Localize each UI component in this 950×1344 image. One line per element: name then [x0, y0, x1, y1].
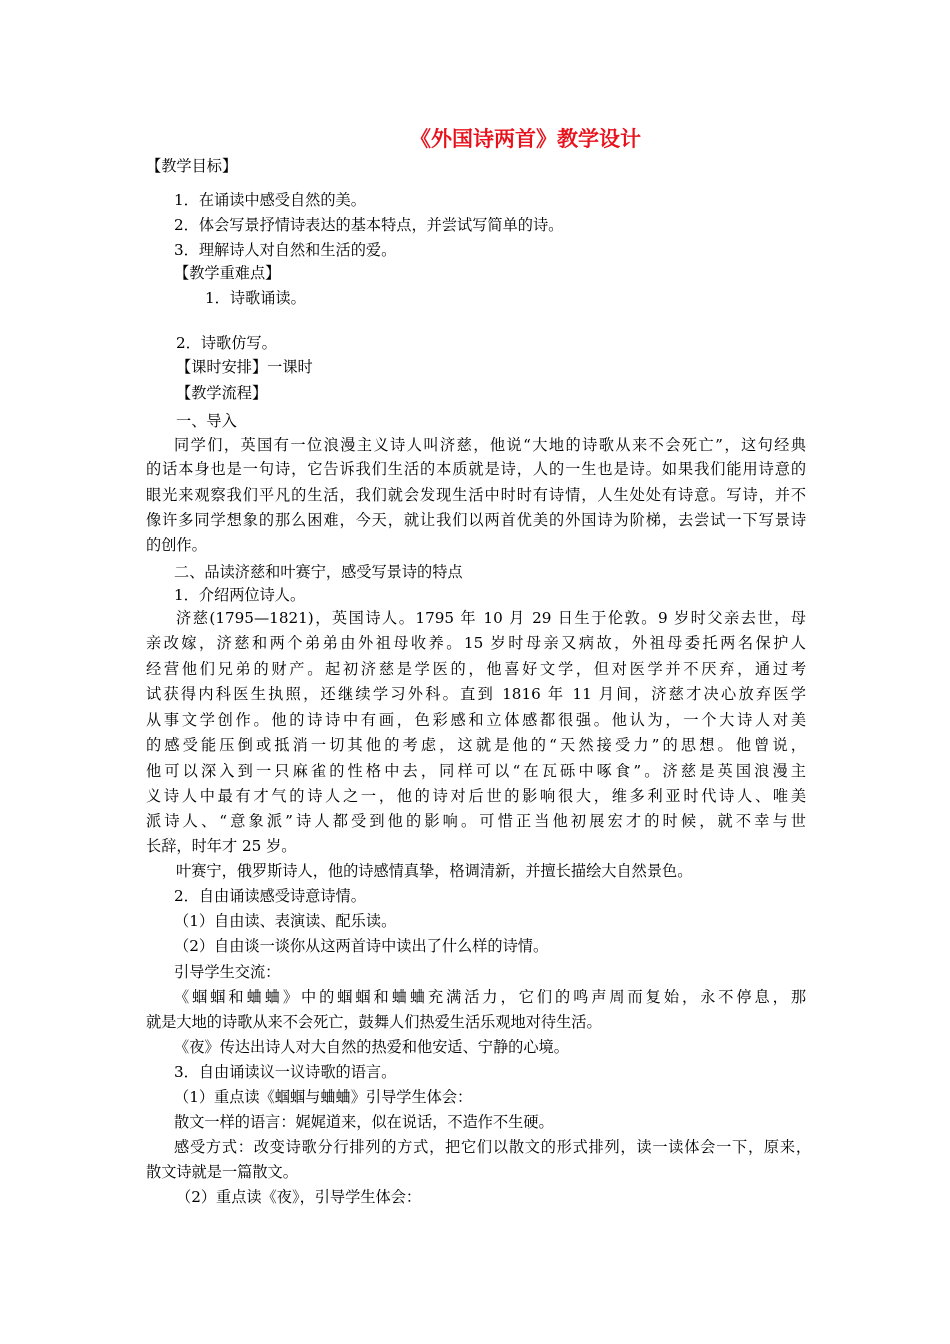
section-heading: 一、导入: [176, 412, 237, 430]
key-point-item: 2．诗歌仿写。: [176, 334, 277, 352]
process-heading: 【教学流程】: [176, 384, 268, 402]
paragraph-line: 像许多同学想象的那么困难，今天，就让我们以两首优美的外国诗为阶梯，去尝试一下写景诗: [146, 511, 806, 529]
key-points-heading: 【教学重难点】: [174, 264, 281, 282]
step-item: （1）自由读、表演读、配乐读。: [174, 912, 397, 930]
paragraph-line: 眼光来观察我们平凡的生活，我们就会发现生活中时时有诗情，人生处处有诗意。写诗，并不: [146, 486, 806, 504]
step-item: （1）重点读《蝈蝈与蛐蛐》引导学生体会：: [174, 1088, 473, 1106]
document-title: 《外国诗两首》教学设计: [410, 127, 641, 151]
paragraph-line: 的话本身也是一句诗，它告诉我们生活的本质就是诗，人的一生也是诗。如果我们能用诗意的: [146, 460, 806, 478]
paragraph-line: 《蝈蝈和蛐蛐》中的蝈蝈和蛐蛐充满活力，它们的鸣声周而复始，永不停息，那: [174, 988, 806, 1006]
section-heading: 二、品读济慈和叶赛宁，感受写景诗的特点: [174, 563, 463, 581]
paragraph-line: 感受方式：改变诗歌分行排列的方式，把它们以散文的形式排列，读一读体会一下，原来，: [174, 1138, 811, 1156]
paragraph-line: 《夜》传达出诗人对大自然的热爱和他安适、宁静的心境。: [174, 1038, 569, 1056]
step-item: （2）自由谈一谈你从这两首诗中读出了什么样的诗情。: [174, 937, 549, 955]
paragraph-line: 从事文学创作。他的诗诗中有画，色彩感和立体感都很强。他认为，一个大诗人对美: [146, 711, 806, 729]
step-heading: 1．介绍两位诗人。: [174, 586, 306, 604]
paragraph-line: 引导学生交流：: [174, 963, 281, 981]
key-point-item: 1．诗歌诵读。: [205, 289, 306, 307]
paragraph-line: 试获得内科医生执照，还继续学习外科。直到 1816 年 11 月间，济慈才决心放弃医学: [146, 685, 806, 703]
schedule-line: 【课时安排】一课时: [176, 358, 313, 376]
paragraph-line: 同学们，英国有一位浪漫主义诗人叫济慈，他说“大地的诗歌从来不会死亡”，这句经典: [174, 436, 806, 454]
paragraph-line: 经营他们兄弟的财产。起初济慈是学医的，他喜好文学，但对医学并不厌弃，通过考: [146, 660, 806, 678]
goal-item: 3．理解诗人对自然和生活的爱。: [174, 241, 397, 259]
paragraph-line: 他可以深入到一只麻雀的性格中去，同样可以“在瓦砾中啄食”。济慈是英国浪漫主: [146, 762, 806, 780]
paragraph-line: 济慈(1795—1821)，英国诗人。1795 年 10 月 29 日生于伦敦。9 岁时父亲去世，母: [176, 609, 806, 627]
paragraph-line: 派诗人、“意象派”诗人都受到他的影响。可惜正当他初展宏才的时候，就不幸与世: [146, 812, 806, 830]
step-heading: 3．自由诵读议一议诗歌的语言。: [174, 1063, 397, 1081]
step-heading: 2．自由诵读感受诗意诗情。: [174, 887, 366, 905]
paragraph-line: 就是大地的诗歌从来不会死亡，鼓舞人们热爱生活乐观地对待生活。: [146, 1013, 602, 1031]
step-item: （2）重点读《夜》，引导学生体会：: [176, 1188, 422, 1206]
paragraph-line: 散文诗就是一篇散文。: [146, 1163, 298, 1181]
paragraph-line: 的创作。: [146, 536, 207, 554]
paragraph-line: 叶赛宁，俄罗斯诗人，他的诗感情真挚，格调清新，并擅长描绘大自然景色。: [176, 862, 693, 880]
goal-item: 2．体会写景抒情诗表达的基本特点，并尝试写简单的诗。: [174, 216, 564, 234]
paragraph-line: 散文一样的语言：娓娓道来，似在说话，不造作不生硬。: [174, 1113, 554, 1131]
paragraph-line: 亲改嫁，济慈和两个弟弟由外祖母收养。15 岁时母亲又病故，外祖母委托两名保护人: [146, 634, 806, 652]
paragraph-line: 义诗人中最有才气的诗人之一，他的诗对后世的影响很大，维多利亚时代诗人、唯美: [146, 787, 806, 805]
goal-item: 1．在诵读中感受自然的美。: [174, 191, 366, 209]
paragraph-line: 的感受能压倒或抵消一切其他的考虑，这就是他的“天然接受力”的思想。他曾说，: [146, 736, 806, 754]
goals-heading: 【教学目标】: [146, 157, 238, 175]
paragraph-line: 长辞，时年才 25 岁。: [146, 837, 297, 855]
